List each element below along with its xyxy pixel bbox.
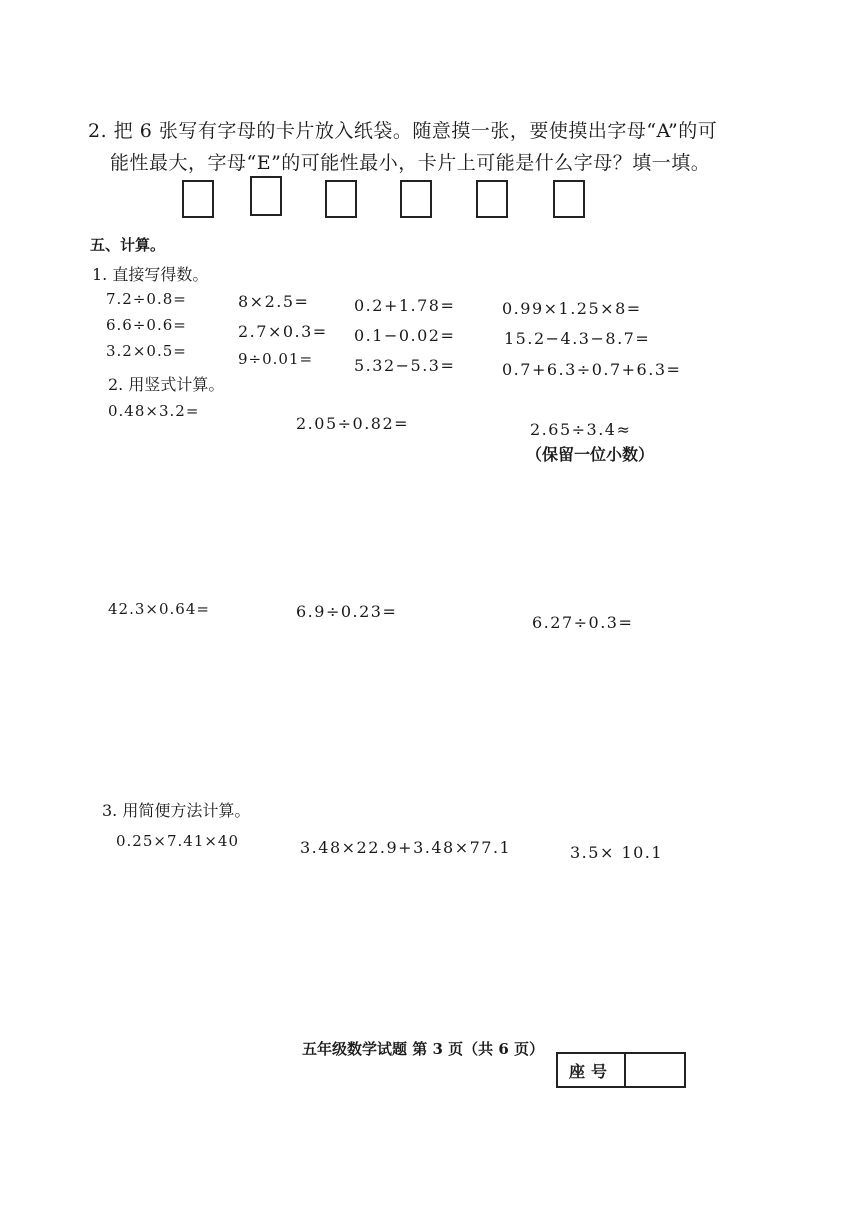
part-2-title: 2. 用竖式计算。 [108, 375, 225, 394]
seat-number-label: 座号 [558, 1054, 626, 1086]
column-calc-1: 0.48×3.2= [108, 402, 200, 420]
letter-card-5[interactable] [476, 180, 508, 218]
column-calc-6: 6.27÷0.3= [532, 613, 634, 632]
oral-item-7: 0.1−0.02= [354, 326, 456, 345]
oral-item-10: 9÷0.01= [238, 350, 314, 368]
question-2-line-2: 能性最大，字母“E”的可能性最小，卡片上可能是什么字母？填一填。 [110, 152, 711, 174]
oral-item-2: 8×2.5= [238, 292, 310, 311]
letter-card-3[interactable] [325, 180, 357, 218]
seat-number-box [556, 1052, 686, 1088]
part-1-title: 1. 直接写得数。 [92, 265, 209, 284]
letter-card-4[interactable] [400, 180, 432, 218]
simplify-item-3: 3.5× 10.1 [570, 843, 664, 862]
oral-item-3: 0.2+1.78= [354, 296, 456, 315]
column-calc-4: 42.3×0.64= [108, 600, 210, 618]
letter-card-6[interactable] [553, 180, 585, 218]
oral-item-11: 5.32−5.3= [354, 356, 456, 375]
part-3-title: 3. 用简便方法计算。 [102, 801, 251, 820]
question-2-line-1: 2. 把 6 张写有字母的卡片放入纸袋。随意摸一张，要使摸出字母“A”的可 [88, 120, 718, 142]
column-calc-5: 6.9÷0.23= [296, 602, 398, 621]
oral-item-4: 0.99×1.25×8= [502, 299, 642, 318]
column-calc-2: 2.05÷0.82= [296, 414, 410, 433]
section-5-title: 五、计算。 [90, 236, 166, 254]
letter-card-1[interactable] [182, 180, 214, 218]
simplify-item-1: 0.25×7.41×40 [116, 832, 240, 850]
oral-item-12: 0.7+6.3÷0.7+6.3= [502, 360, 682, 379]
oral-item-6: 2.7×0.3= [238, 322, 328, 341]
oral-item-8: 15.2−4.3−8.7= [504, 329, 651, 348]
seat-number-field[interactable] [626, 1054, 684, 1086]
page-footer: 五年级数学试题 第 3 页（共 6 页） [302, 1040, 544, 1058]
simplify-item-2: 3.48×22.9+3.48×77.1 [300, 838, 512, 857]
oral-item-1: 7.2÷0.8= [106, 290, 187, 308]
column-calc-3: 2.65÷3.4≈ [530, 420, 632, 439]
letter-card-2[interactable] [250, 176, 282, 216]
oral-item-9: 3.2×0.5= [106, 342, 187, 360]
rounding-note: （保留一位小数） [526, 445, 655, 464]
oral-item-5: 6.6÷0.6= [106, 316, 187, 334]
